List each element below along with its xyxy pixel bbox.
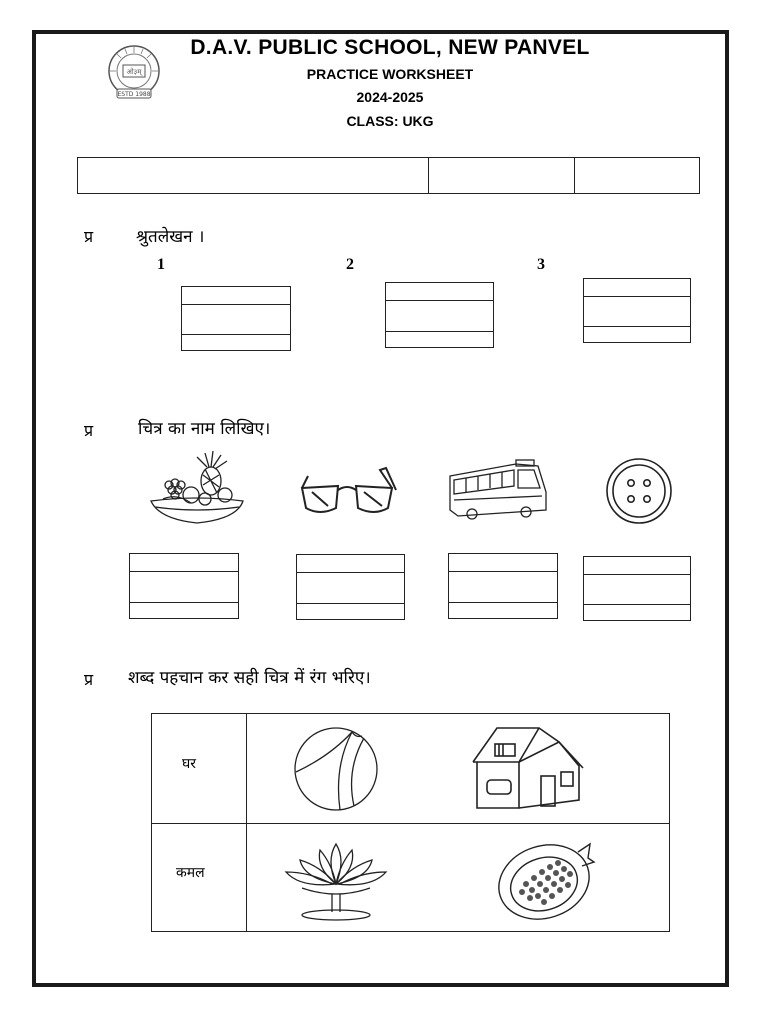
worksheet-title: PRACTICE WORKSHEET [306,66,474,82]
question-marker: प्र [84,227,94,246]
logo-text: ESTD 1988 [117,91,151,98]
dictation-number-1: 1 [157,256,165,273]
dictation-number-2: 2 [346,256,354,273]
bus-icon [446,456,550,529]
writing-box[interactable] [129,553,239,619]
question-name-picture: चित्र का नाम लिखिए। [138,419,271,439]
school-name: D.A.V. PUBLIC SCHOOL, NEW PANVEL [190,36,590,59]
word-kamal: कमल [176,865,205,881]
house-icon[interactable] [467,722,587,815]
writing-box[interactable] [181,286,291,351]
ball-icon[interactable] [290,726,382,817]
writing-box[interactable] [296,554,405,620]
roll-field[interactable] [429,158,575,193]
writing-box[interactable] [448,553,558,619]
pomegranate-icon[interactable] [494,840,598,927]
spectacles-icon [298,462,398,523]
word-ghar: घर [182,756,196,772]
writing-box[interactable] [385,282,494,348]
student-info-table [77,157,700,194]
question-marker: प्र [84,421,94,440]
question-dictation: श्रुतलेखन । [136,227,205,247]
date-field[interactable] [575,158,699,193]
name-field[interactable] [78,158,429,193]
question-colour-picture: शब्द पहचान कर सही चित्र में रंग भरिए। [128,668,371,688]
question-marker: प्र [84,670,94,689]
button-icon [602,458,676,529]
fruit-basket-icon [147,447,247,532]
svg-text:ओ३म्: ओ३म् [126,68,142,76]
writing-box[interactable] [583,556,691,621]
academic-year: 2024-2025 [356,89,424,105]
dictation-number-3: 3 [537,256,545,273]
class-label: CLASS: UKG [346,113,434,129]
writing-box[interactable] [583,278,691,343]
lotus-icon[interactable] [282,838,390,929]
word-picture-table [151,713,670,932]
